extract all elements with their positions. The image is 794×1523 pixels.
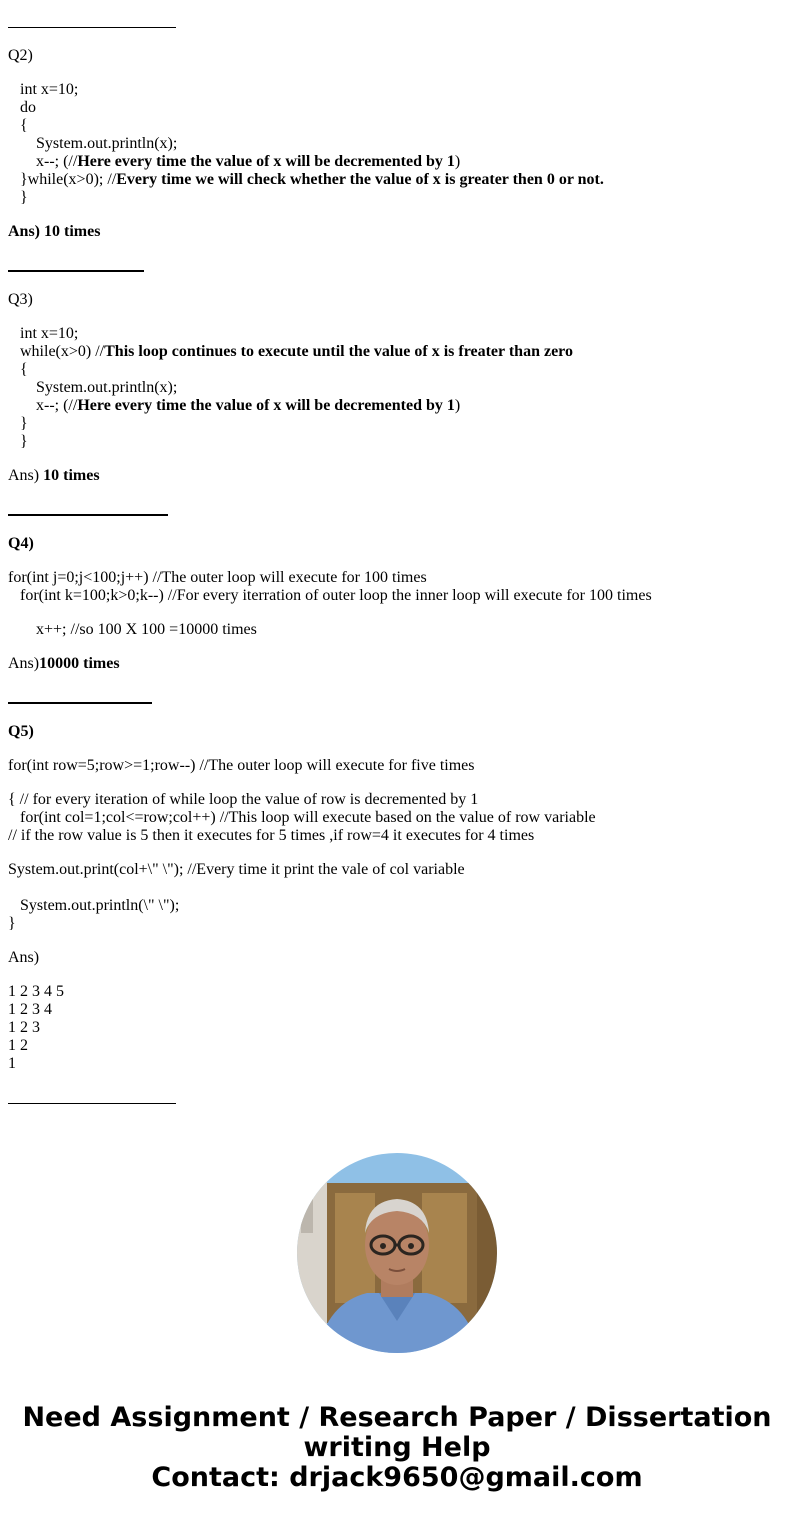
q5-label: Q5)	[8, 723, 34, 740]
q3-code-line: }	[20, 415, 28, 432]
promo-contact: Contact: drjack9650@gmail.com	[151, 1462, 643, 1493]
q5-answer: Ans)	[8, 949, 40, 966]
separator-rule	[8, 1103, 176, 1104]
q5-code-line: for(int col=1;col<=row;col++) //This loop will execute based on the value of row variable	[20, 809, 596, 826]
q5-code-line: System.out.println(\" \");	[20, 897, 180, 914]
q2-code-line: int x=10;	[20, 81, 79, 98]
q5-output-line: 1 2 3 4	[8, 1001, 52, 1018]
q4-code-line: for(int j=0;j<100;j++) //The outer loop will execute for 100 times	[8, 569, 427, 586]
q5-output-line: 1	[8, 1055, 16, 1072]
promo-line: Need Assignment / Research Paper / Dissertation	[22, 1402, 772, 1433]
q3-code-line: x--; (//Here every time the value of x will be decremented by 1)	[36, 397, 461, 414]
q5-output-line: 1 2 3	[8, 1019, 40, 1036]
q2-comment: Here every time the value of x will be decremented by 1	[77, 153, 455, 170]
q5-code-line: System.out.print(col+\" \"); //Every time it print the vale of col variable	[8, 861, 465, 878]
q3-answer: Ans) 10 times	[8, 467, 100, 484]
q2-code-line: do	[20, 99, 36, 116]
q4-answer: Ans)10000 times	[8, 655, 120, 672]
q3-comment: This loop continues to execute until the value of x is freater than zero	[104, 343, 573, 360]
promo-banner	[0, 1403, 794, 1493]
q2-code-line: {	[20, 117, 28, 134]
q4-code-line: for(int k=100;k>0;k--) //For every iterration of outer loop the inner loop will execute for 100 times	[20, 587, 652, 604]
q3-code-line: System.out.println(x);	[36, 379, 178, 396]
q2-code-line: }	[20, 189, 28, 206]
q4-label: Q4)	[8, 535, 34, 552]
q5-code-line: }	[8, 915, 16, 932]
q3-comment: Here every time the value of x will be decremented by 1	[77, 397, 455, 414]
q3-code-line: }	[20, 433, 28, 450]
q5-code-line: { // for every iteration of while loop the value of row is decremented by 1	[8, 791, 479, 808]
q2-code-line: }while(x>0); //Every time we will check whether the value of x is greater then 0 or not.	[20, 171, 604, 188]
q3-code-line: {	[20, 361, 28, 378]
separator-rule	[8, 702, 152, 704]
separator-rule	[8, 514, 168, 516]
q5-output-line: 1 2	[8, 1037, 28, 1054]
q5-code-line: for(int row=5;row>=1;row--) //The outer loop will execute for five times	[8, 757, 475, 774]
q3-code-line: while(x>0) //This loop continues to execute until the value of x is freater than zero	[20, 343, 573, 360]
q2-code-line: System.out.println(x);	[36, 135, 178, 152]
promo-line: writing Help	[303, 1432, 491, 1463]
q2-answer: Ans) 10 times	[8, 223, 101, 240]
q2-code-line: x--; (//Here every time the value of x will be decremented by 1)	[36, 153, 461, 170]
q3-code-line: int x=10;	[20, 325, 79, 342]
author-photo	[297, 1153, 497, 1353]
separator-rule	[8, 270, 144, 272]
q4-code-line: x++; //so 100 X 100 =10000 times	[36, 621, 257, 638]
separator-rule	[8, 27, 176, 28]
q5-output-line: 1 2 3 4 5	[8, 983, 64, 1000]
q2-comment: Every time we will check whether the value of x is greater then 0 or not.	[116, 171, 604, 188]
q3-label: Q3)	[8, 291, 33, 308]
q2-label: Q2)	[8, 47, 33, 64]
q5-code-line: // if the row value is 5 then it executes for 5 times ,if row=4 it executes for 4 times	[8, 827, 535, 844]
